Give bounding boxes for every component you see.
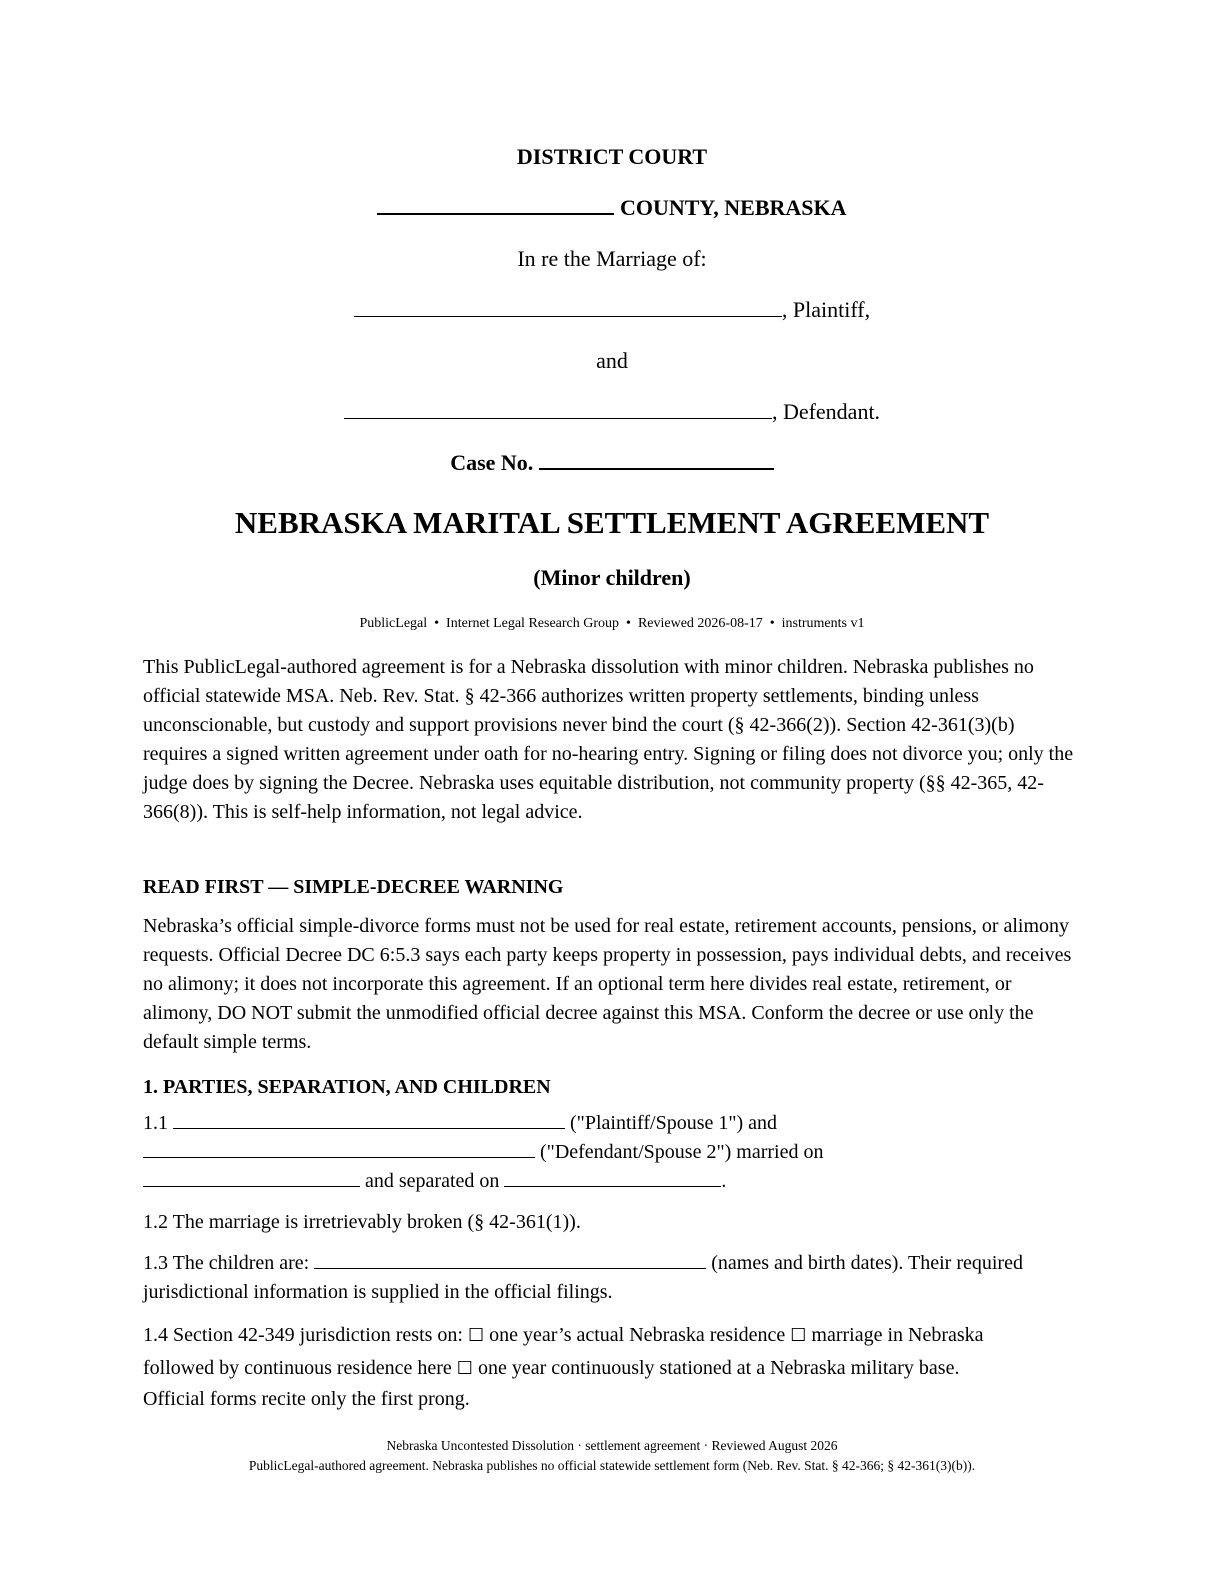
- clause-1-4-line-3: Official forms recite only the first prong.: [143, 1388, 470, 1410]
- defendant-spouse2-blank[interactable]: [143, 1157, 535, 1158]
- court-name-text: DISTRICT COURT: [516, 144, 708, 169]
- court-name: [0, 144, 1224, 170]
- case-number-label: Case No.: [450, 450, 534, 475]
- clause-text: ("Defendant/Spouse 2") married on: [540, 1141, 824, 1163]
- meta-separator: •: [769, 616, 775, 631]
- and-text: and: [596, 348, 628, 373]
- clause-number: 1.1: [143, 1112, 168, 1134]
- county-blank[interactable]: [377, 213, 614, 215]
- clause-1-3-line-2: jurisdictional information is supplied in the official filings.: [143, 1281, 613, 1303]
- clause-1-3-line-1: [143, 1252, 1023, 1275]
- option-residence-label: one year’s actual Nebraska residence: [489, 1324, 786, 1346]
- meta-reviewed: Reviewed 2026-08-17: [637, 616, 763, 631]
- clause-text: and separated on: [365, 1170, 500, 1192]
- plaintiff-line: [0, 297, 1224, 323]
- warning-paragraph: Nebraska’s official simple-divorce forms must not be used for real estate, retirement accounts, pensions, or alimony requests. Official Decree DC 6:5.3 says each party keeps property in possession, pays individual debts, and receives no alimony; it does not incorporate this agreement. If an optional term here divides real estate, retirement, or alimony, DO NOT submit the unmodified official decree against this MSA. Conform the decree or use only the default simple terms.: [143, 915, 1072, 1053]
- clause-1-4-line-2: [143, 1357, 959, 1380]
- intro-paragraph: This PublicLegal-authored agreement is for a Nebraska dissolution with minor children. Nebraska publishes no official statewide MSA. Neb. Rev. Stat. § 42-366 authorizes written property settlements, binding unless unconscionable, but custody and support provisions never bind the court (§ 42-366(2)). Section 42-361(3)(b) requires a signed written agreement under oath for no-hearing entry. Signing or filing does not divorce you; only the judge does by signing the Decree. Nebraska uses equitable distribution, not community property (§§ 42-365, 42-366(8)). This is self-help information, not legal advice.: [143, 656, 1074, 823]
- plaintiff-label: , Plaintiff,: [781, 297, 871, 322]
- in-re-line: [0, 246, 1224, 272]
- defendant-label: , Defendant.: [771, 399, 881, 424]
- option-marriage-label: marriage in Nebraska: [811, 1324, 984, 1346]
- county-label: COUNTY, NEBRASKA: [619, 195, 847, 220]
- clause-text: .: [721, 1170, 727, 1192]
- defendant-line: [0, 399, 1224, 425]
- clause-text: (names and birth dates). Their required: [711, 1252, 1023, 1274]
- document-subtitle: [0, 565, 1224, 591]
- footer-line-1: Nebraska Uncontested Dissolution · settlement agreement · Reviewed August 2026: [386, 1438, 838, 1453]
- meta-publisher: PublicLegal: [359, 616, 428, 631]
- document-meta: [0, 616, 1224, 632]
- meta-version: instruments v1: [781, 616, 865, 631]
- document-subtitle-text: (Minor children): [533, 565, 691, 590]
- clause-text: ("Plaintiff/Spouse 1") and: [570, 1112, 778, 1134]
- checkbox-residence[interactable]: ☐: [467, 1325, 485, 1346]
- defendant-name-blank[interactable]: [344, 418, 772, 419]
- marriage-date-blank[interactable]: [143, 1186, 360, 1187]
- county-line: [0, 195, 1224, 221]
- case-number-blank[interactable]: [539, 468, 774, 470]
- meta-separator: •: [626, 616, 631, 631]
- clause-text: 1.4 Section 42-349 jurisdiction rests on:: [143, 1324, 463, 1346]
- meta-group: Internet Legal Research Group: [446, 616, 620, 631]
- option-military-label: one year continuously stationed at a Nebraska military base.: [477, 1357, 960, 1379]
- clause-1-2: 1.2 The marriage is irretrievably broken (§ 42-361(1)).: [143, 1211, 581, 1233]
- warning-heading: READ FIRST — SIMPLE-DECREE WARNING: [143, 876, 564, 898]
- option-marriage-label-cont: followed by continuous residence here: [143, 1357, 452, 1379]
- clause-1-1-line-3: [143, 1170, 726, 1193]
- document-title: [0, 505, 1224, 541]
- plaintiff-spouse1-blank[interactable]: [173, 1128, 565, 1129]
- clause-1-1-line-1: [143, 1112, 777, 1135]
- children-names-blank[interactable]: [314, 1268, 706, 1269]
- document-title-text: NEBRASKA MARITAL SETTLEMENT AGREEMENT: [234, 505, 990, 540]
- checkbox-marriage-in-nebraska[interactable]: ☐: [790, 1325, 807, 1346]
- footer-line-2: PublicLegal-authored agreement. Nebraska publishes no official statewide settlement form (Neb. Rev. Stat. § 42-366; § 42-361(3)(b)).: [248, 1458, 976, 1473]
- case-number-line: [0, 450, 1224, 476]
- clause-text: 1.3 The children are:: [143, 1252, 310, 1274]
- section-1-heading: 1. PARTIES, SEPARATION, AND CHILDREN: [143, 1076, 551, 1098]
- and-line: [0, 348, 1224, 374]
- separation-date-blank[interactable]: [504, 1186, 721, 1187]
- checkbox-military-base[interactable]: ☐: [456, 1358, 473, 1379]
- meta-separator: •: [434, 616, 440, 631]
- plaintiff-name-blank[interactable]: [354, 316, 782, 317]
- clause-1-1-line-2: [143, 1141, 823, 1164]
- clause-1-4-line-1: [143, 1324, 984, 1347]
- in-re-text: In re the Marriage of:: [517, 246, 707, 271]
